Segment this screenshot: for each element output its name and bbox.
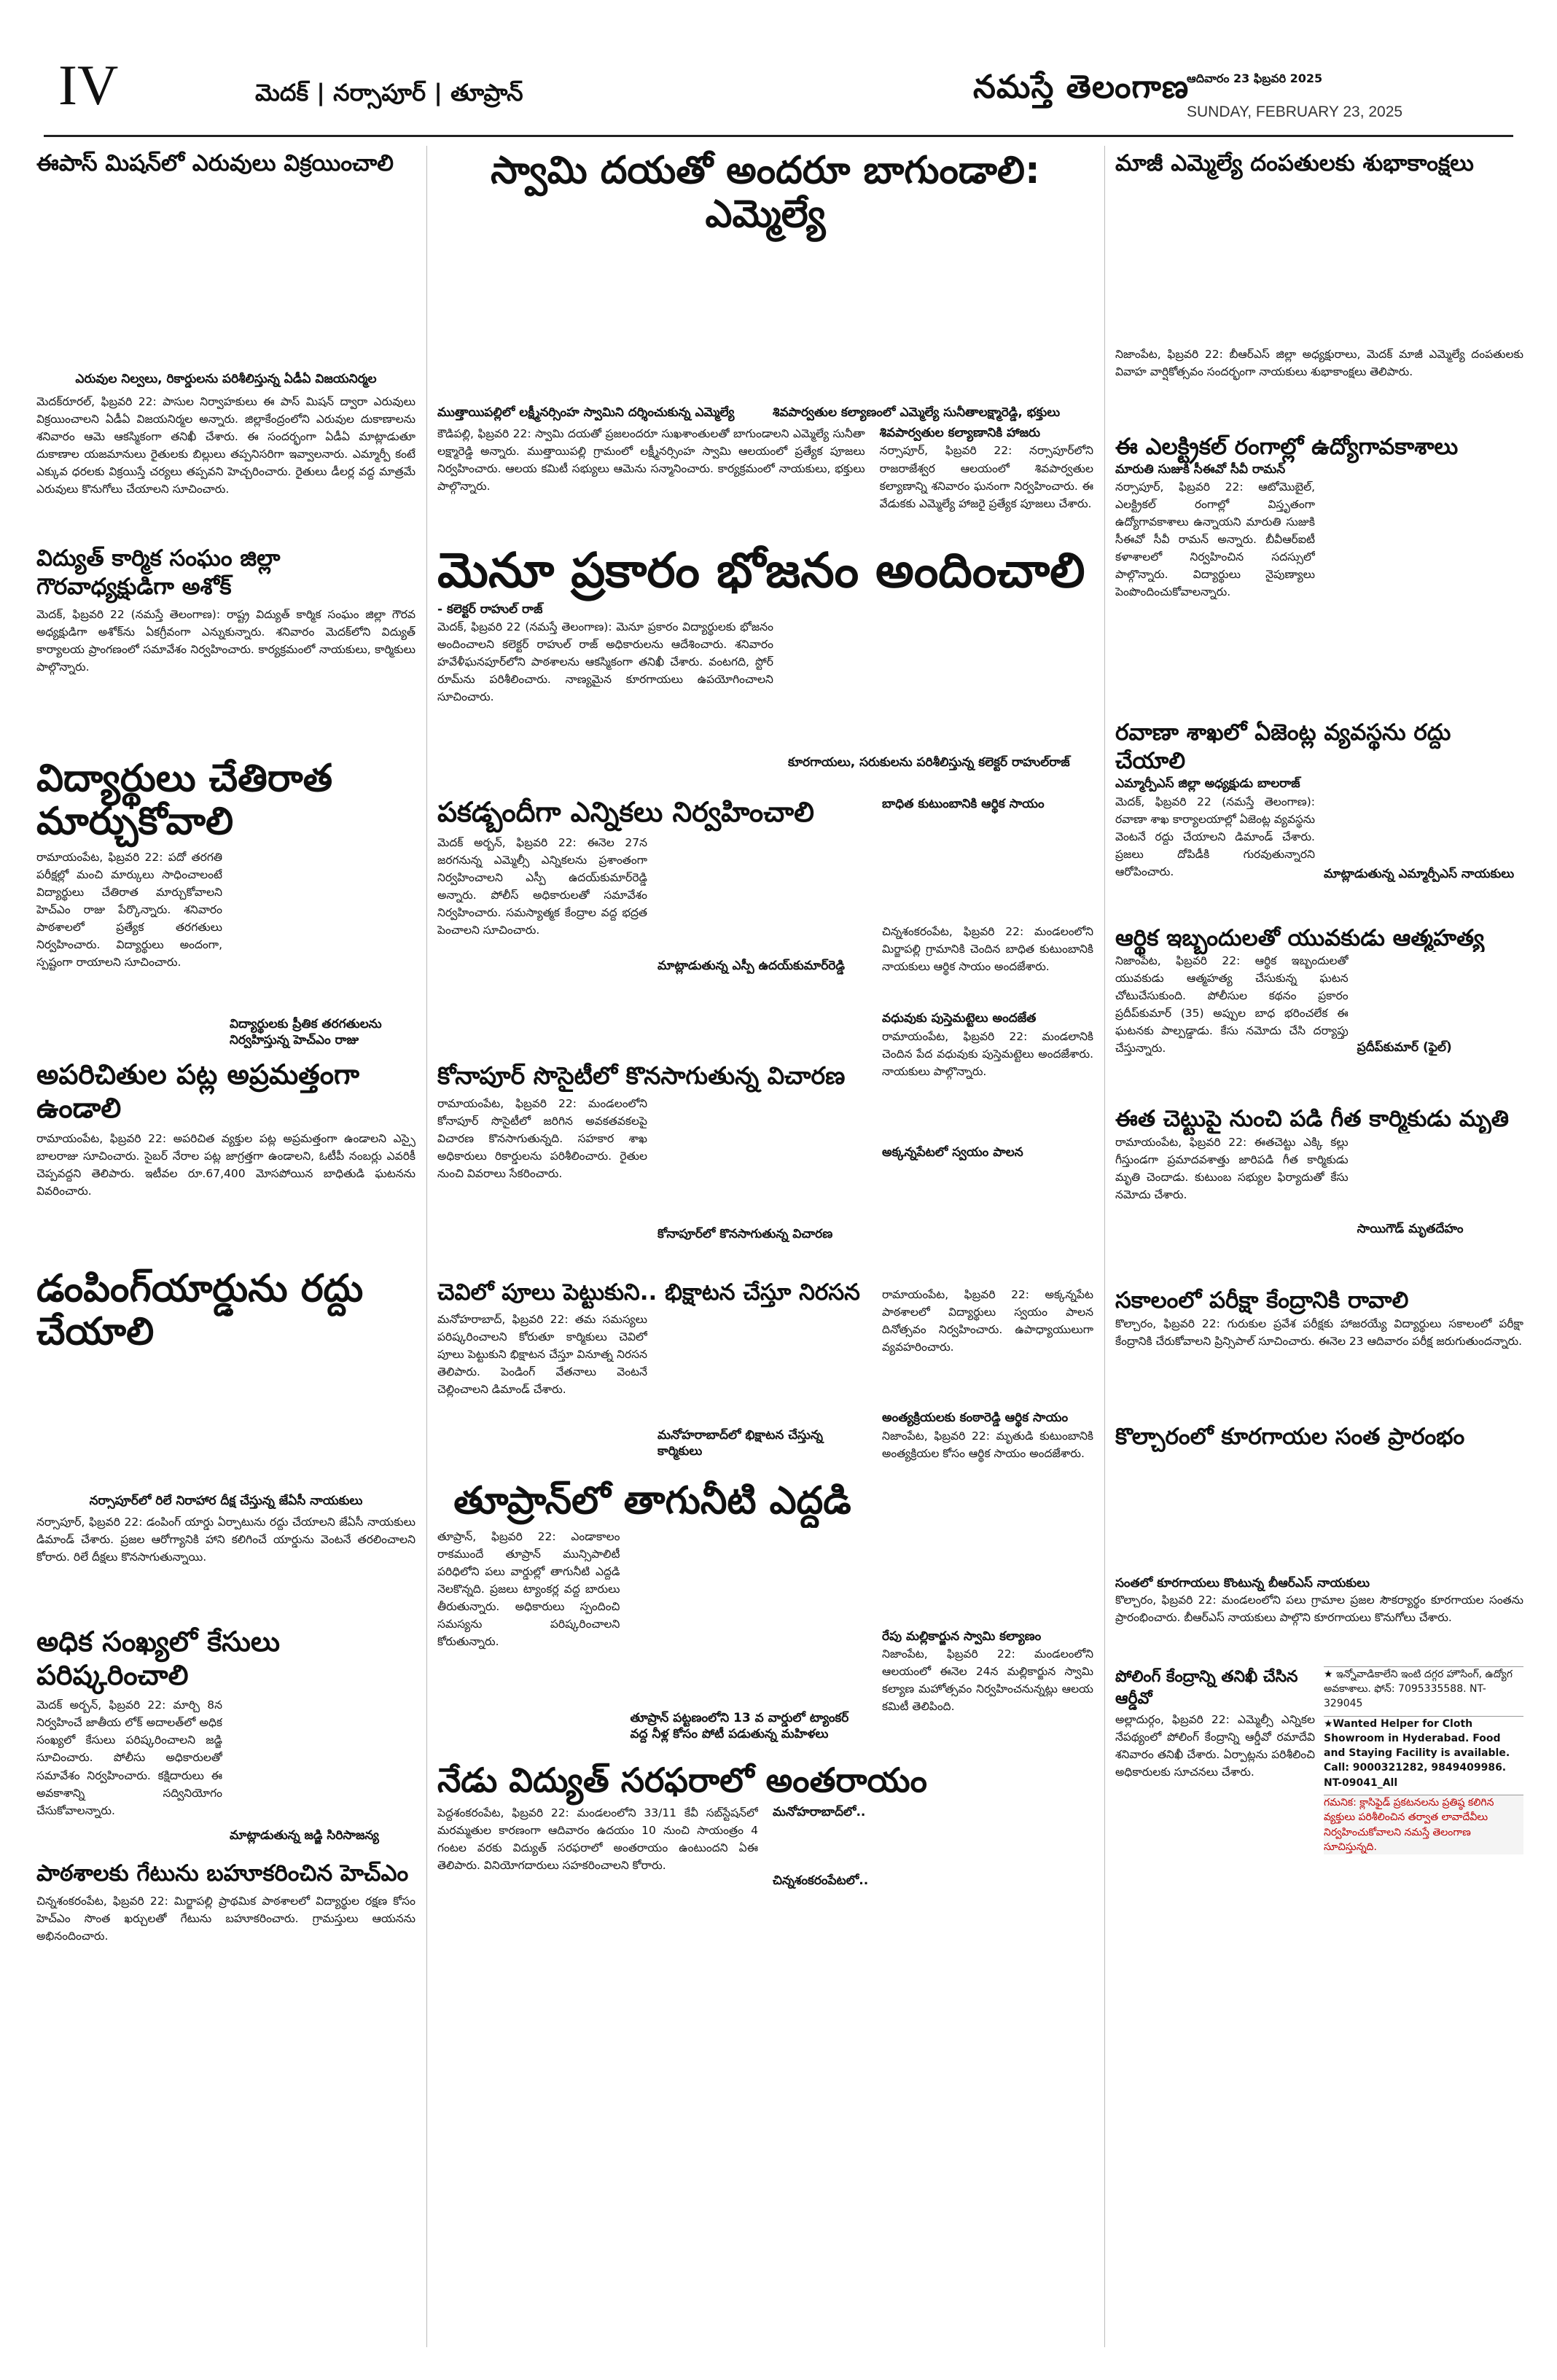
headline: పాఠశాలకు గేటును బహూకరించిన హెచ్‌ఎం <box>36 1860 409 1887</box>
headline: అపరిచితుల పట్ల అప్రమత్తంగా ఉండాలి <box>36 1058 359 1124</box>
subheading: చిన్నశంకరంపేటలో.. <box>773 1873 869 1888</box>
article-body: రామాయంపేట, ఫిబ్రవరి 22: అక్కన్నపేట పాఠశాలలో విద్యార్థులు స్వయం పాలన దినోత్సవం నిర్వహించారు. ఉపాధ్యాయులుగా వ్యవహరించారు. <box>882 1287 1093 1354</box>
photo-caption: మాట్లాడుతున్న ఎమ్మార్పీఎస్ నాయకులు <box>1324 866 1515 881</box>
headline: ఈత చెట్టుపై నుంచి పడి గీత కార్మికుడు మృతి <box>1115 1106 1510 1133</box>
subheading: బాధిత కుటుంబానికి ఆర్థిక సాయం <box>882 797 1045 812</box>
column-divider <box>426 146 427 2347</box>
article-body: నర్సాపూర్, ఫిబ్రవరి 22: డంపింగ్ యార్డు ఏర్పాటును రద్దు చేయాలని జేఏసీ నాయకులు డిమాండ్ చేశారు. ప్రజల ఆరోగ్యానికి హాని కలిగించే యార్డును వెంటనే తరలించాలని కోరారు. రిలే దీక్షలు కొనసాగుతున్నాయి. <box>36 1515 415 1564</box>
article-body: నిజాంపేట, ఫిబ్రవరి 22: ఆర్థిక ఇబ్బందులతో యువకుడు ఆత్మహత్య చేసుకున్న ఘటన చోటుచేసుకుంది. పోలీసుల కథనం ప్రకారం ప్రదీప్‌కుమార్ (35) అప్పుల బాధ భరించలేక ఈ ఘటనకు పాల్పడ్డాడు. కేసు నమోదు చేసి దర్యాప్తు చేస్తున్నారు. <box>1115 954 1349 1056</box>
photo-caption: శివపార్వతుల కల్యాణంలో ఎమ్మెల్యే సునీతాలక్ష్మారెడ్డి, భక్తులు <box>773 405 1061 420</box>
byline: మారుతి సుజుకి సీఈవో సీవీ రామన్ <box>1115 461 1286 477</box>
headline: మెనూ ప్రకారం భోజనం అందించాలి <box>437 542 1085 598</box>
headline: రవాణా శాఖలో ఏజెంట్ల వ్యవస్థను రద్దు చేయాలి <box>1115 719 1451 775</box>
news-photo <box>1115 178 1523 346</box>
news-photo <box>1324 478 1523 609</box>
photo-caption: నర్సాపూర్‌లో రిలే నిరాహార దీక్ష చేస్తున్న జేఏసీ నాయకులు <box>89 1494 363 1509</box>
headline: విద్యుత్ కార్మిక సంఘం జిల్లా గౌరవాధ్యక్షుడిగా అశోక్ <box>36 545 281 600</box>
article-body: మెదక్, ఫిబ్రవరి 22 (నమస్తే తెలంగాణ): రవాణా శాఖ కార్యాలయాల్లో ఏజెంట్ల వ్యవస్థను వెంటనే రద్దు చేయాలని డిమాండ్ చేశారు. ప్రజలు దోపిడీకి గురవుతున్నారని ఆరోపించారు. <box>1115 795 1315 878</box>
headline: చెవిలో పూలు పెట్టుకుని.. భిక్షాటన చేస్తూ నిరసన <box>437 1279 860 1306</box>
news-photo <box>230 848 415 1016</box>
headline: నేడు విద్యుత్ సరఫరాలో అంతరాయం <box>437 1760 927 1800</box>
article-body: పెద్దశంకరంపేట, ఫిబ్రవరి 22: మండలంలోని 33/11 కేవీ సబ్‌స్టేషన్‌లో మరమ్మతుల కారణంగా ఆదివారం ఉదయం 10 నుంచి సాయంత్రం 4 గంటల వరకు విద్యుత్ సరఫరాలో అంతరాయం ఉంటుందని ఏఈ తెలిపారు. వినియోగదారులు సహకరించాలని కోరారు. <box>437 1806 758 1873</box>
article-body: రామాయంపేట, ఫిబ్రవరి 22: పదో తరగతి పరీక్షల్లో మంచి మార్కులు సాధించాలంటే విద్యార్థులు చేతిరాత మార్చుకోవాలని హెచ్‌ఎం రాజు పేర్కొన్నారు. శనివారం పాఠశాలలో ప్రత్యేక తరగతులు నిర్వహించారు. విద్యార్థులు అందంగా, స్పష్టంగా రాయాలని సూచించారు. <box>36 851 222 969</box>
headline: ఈ ఎలక్ట్రికల్ రంగాల్లో ఉద్యోగావకాశాలు <box>1115 433 1459 460</box>
article-body: రామాయంపేట, ఫిబ్రవరి 22: ఈతచెట్టు ఎక్కి కల్లు గీస్తుండగా ప్రమాదవశాత్తు జారిపడి గీత కార్మికుడు మృతి చెందాడు. కుటుంబ సభ్యుల ఫిర్యాదుతో కేసు నమోదు చేశారు. <box>1115 1136 1349 1202</box>
masthead-rule <box>44 135 1513 137</box>
classified-ad: ★ ఇన్నోవాడికాలేని ఇంటి దగ్గర హౌసింగ్, ఉద్యోగ అవకాశాలు. ఫోన్: 7095335588. NT-329045 <box>1324 1666 1523 1712</box>
photo-caption: మనోహరాబాద్‌లో భిక్షాటన చేస్తున్న కార్మికులు <box>657 1428 823 1459</box>
article-body: నిజాంపేట, ఫిబ్రవరి 22: బీఆర్‌ఎస్ జిల్లా అధ్యక్షురాలు, మెదక్ మాజీ ఎమ్మెల్యే దంపతులకు వివాహ వార్షికోత్సవం సందర్భంగా నాయకులు శుభాకాంక్షలు తెలిపారు. <box>1115 347 1523 378</box>
page-number: IV <box>58 53 119 117</box>
article-body: కొల్చారం, ఫిబ్రవరి 22: గురుకుల ప్రవేశ పరీక్షకు హాజరయ్యే విద్యార్థులు సకాలంలో పరీక్షా కేంద్రానికి చేరుకోవాలని ప్రిన్సిపాల్ సూచించారు. ఈనెల 23 ఆదివారం పరీక్ష జరుగుతుందన్నారు. <box>1115 1316 1523 1348</box>
article-body: నర్సాపూర్, ఫిబ్రవరి 22: ఆటోమొబైల్, ఎలక్ట్రికల్ రంగాల్లో విస్తృతంగా ఉద్యోగావకాశాలు ఉన్నాయని మారుతి సుజుకి సీఈవో సీవీ రామన్ అన్నారు. బీవీఆర్ఐటీ కళాశాలలో నిర్వహించిన సదస్సులో పాల్గొన్నారు. విద్యార్థులు నైపుణ్యాలు పెంపొందించుకోవాలన్నారు. <box>1115 480 1315 599</box>
article-body: రామాయంపేట, ఫిబ్రవరి 22: అపరిచిత వ్యక్తుల పట్ల అప్రమత్తంగా ఉండాలని ఎస్సై బాలరాజు సూచించారు. సైబర్ నేరాల పట్ల జాగ్రత్తగా ఉండాలని, ఓటీపీ నంబర్లు ఎవరికీ చెప్పవద్దని తెలిపారు. ఇటీవల రూ.67,400 మోసపోయిన బాధితుడి ఘటనను వివరించారు. <box>36 1131 415 1198</box>
headline: సకాలంలో పరీక్షా కేంద్రానికి రావాలి <box>1115 1287 1409 1314</box>
news-photo <box>882 1513 1093 1623</box>
edition-label: మెదక్ | నర్సాపూర్ | తూప్రాన్ <box>255 79 523 106</box>
photo-caption: కూరగాయలు, సరుకులను పరిశీలిస్తున్న కలెక్టర్ రాహుల్‌రాజ్ <box>787 754 1070 770</box>
subheading: శివపార్వతుల కల్యాణానికి హాజరు <box>879 425 1040 440</box>
lead-headline: స్వామి దయతో అందరూ బాగుండాలి: ఎమ్మెల్యే <box>491 149 1040 236</box>
column-divider <box>1104 146 1105 2347</box>
news-photo <box>437 244 758 405</box>
news-photo <box>1357 1134 1523 1221</box>
headline: ఆర్థిక ఇబ్బందులతో యువకుడు ఆత్మహత్య <box>1115 924 1485 951</box>
photo-caption: ఎరువుల నిల్వలు, రికార్డులను పరిశీలిస్తున్న ఏడీఏ విజయనిర్మల <box>75 372 377 386</box>
subheading: వధువుకు పుస్తెమట్టెలు అందజేత <box>882 1011 1037 1026</box>
subheading: అక్కన్నపేటలో స్వయం పాలన <box>882 1144 1023 1160</box>
subheading: రేపు మల్లికార్జున స్వామి కల్యాణం <box>882 1628 1042 1644</box>
article-body: రామాయంపేట, ఫిబ్రవరి 22: మండలానికి చెందిన పేద వధువుకు పుస్తెమట్టెలు అందజేశారు. నాయకులు పాల్గొన్నారు. <box>882 1029 1093 1078</box>
article-body: మెదక్ అర్బన్, ఫిబ్రవరి 22: మార్చి 8న నిర్వహించే జాతీయ లోక్ అదాలత్‌లో అధిక సంఖ్యలో కేసులు పరిష్కరించాలని జడ్జి సూచించారు. పోలీసు అధికారులతో సమావేశం నిర్వహించారు. కక్షిదారులు ఈ అవకాశాన్ని సద్వినియోగం చేసుకోవాలన్నారు. <box>36 1698 222 1817</box>
news-photo <box>1115 1451 1523 1575</box>
news-photo <box>882 814 1093 923</box>
article-body: నిజాంపేట, ఫిబ్రవరి 22: మృతుడి కుటుంబానికి అంత్యక్రియల కోసం ఆర్థిక సాయం అందజేశారు. <box>882 1429 1093 1460</box>
news-photo <box>882 1162 1093 1286</box>
byline: ఎమ్మార్పీఎస్ జిల్లా అధ్యక్షుడు బాలరాజ్ <box>1115 776 1300 791</box>
news-photo <box>1324 793 1523 866</box>
byline: - కలెక్టర్ రాహుల్ రాజ్ <box>437 601 543 617</box>
article-body: మెదక్‌రూరల్, ఫిబ్రవరి 22: పాసుల నిర్వాహకులు ఈ పాస్ మిషన్ ద్వారా ఎరువులు విక్రయించాలని ఏడీఏ విజయనిర్మల అన్నారు. జిల్లాకేంద్రంలోని ఎరువుల దుకాణాలను శనివారం ఆమె ఆకస్మికంగా తనిఖీ చేశారు. ఈ సందర్భంగా ఏడీఏ మాట్లాడుతూ దుకాణాల యజమానులు రైతులకు బిల్లులు తప్పనిసరిగా ఇవ్వాలనారు. ఎమ్మార్పీ కంటే ఎక్కువ ధరలకు విక్రయిస్తే చర్యలు తప్పవని హెచ్చరించారు. రైతులు డీలర్ల వద్ద మాత్రమే ఎరువులు కొనుగోలు చేయాలని సూచించారు. <box>36 395 415 496</box>
article-body: నిజాంపేట, ఫిబ్రవరి 22: మండలంలోని ఆలయంలో ఈనెల 24న మల్లికార్జున స్వామి కల్యాణ మహోత్సవం నిర్వహించనున్నట్లు ఆలయ కమిటీ తెలిపింది. <box>882 1647 1093 1714</box>
news-photo <box>657 1311 867 1427</box>
headline: పకడ్బందీగా ఎన్నికలు నిర్వహించాలి <box>437 796 814 829</box>
headline: డంపింగ్‌యార్డును రద్దు చేయాలి <box>36 1266 364 1354</box>
headline: కోనాపూర్ సొసైటీలో కొనసాగుతున్న విచారణ <box>437 1061 846 1090</box>
article-body: మనోహరాబాద్, ఫిబ్రవరి 22: తమ సమస్యలు పరిష్కరించాలని కోరుతూ కార్మికులు చెవిలో పూలు పెట్టుకుని భిక్షాటన చేస్తూ వినూత్న నిరసన తెలిపారు. పెండింగ్ వేతనాలు వెంటనే చెల్లించాలని డిమాండ్ చేశారు. <box>437 1313 647 1397</box>
subheading: అంత్యక్రియలకు కంఠారెడ్డి ఆర్థిక సాయం <box>882 1410 1069 1425</box>
news-photo <box>1357 952 1523 1039</box>
article-body: కౌడిపల్లి, ఫిబ్రవరి 22: స్వామి దయతో ప్రజలందరూ సుఖశాంతులతో బాగుండాలని ఎమ్మెల్యే సునీతా లక్ష్మారెడ్డి అన్నారు. ముత్తాయిపల్లి గ్రామంలో లక్ష్మీనర్సింహ స్వామి ఆలయంలో ప్రత్యేక పూజలు నిర్వహించారు. ఆలయ కమిటీ సభ్యులు ఆమెను సన్మానించారు. కార్యక్రమంలో నాయకులు, భక్తులు పాల్గొన్నారు. <box>437 426 865 493</box>
news-photo <box>36 193 415 368</box>
photo-caption: కోనాపూర్‌లో కొనసాగుతున్న విచారణ <box>657 1226 833 1241</box>
article-body: మెదక్, ఫిబ్రవరి 22 (నమస్తే తెలంగాణ): రాష్ట్ర విద్యుత్ కార్మిక సంఘం జిల్లా గౌరవ అధ్యక్షుడిగా అశోక్‌ను ఏకగ్రీవంగా ఎన్నుకున్నారు. శనివారం మెదక్‌లోని విద్యుత్ కార్యాలయ ప్రాంగణంలో సమావేశం నిర్వహించారు. కార్యక్రమంలో నాయకులు, కార్మికులు పాల్గొన్నారు. <box>36 607 415 674</box>
news-photo <box>630 1528 867 1710</box>
photo-caption: తూప్రాన్ పట్టణంలోని 13 వ వార్డులో ట్యాంకర్ వద్ద నీళ్ల కోసం పోటీ పడుతున్న మహిళలు <box>630 1711 849 1742</box>
photo-caption: ప్రదీప్‌కుమార్ (ఫైల్) <box>1357 1040 1452 1056</box>
classified-ad: ★Wanted Helper for Cloth Showroom in Hyderabad. Food and Staying Facility is available. Call: 9000321282, 9849409986. NT-09041_All <box>1324 1716 1523 1790</box>
column-left <box>36 149 415 2351</box>
date-english: SUNDAY, FEBRUARY 23, 2025 <box>1187 104 1403 120</box>
news-photo <box>788 601 1093 754</box>
photo-caption: సంతలో కూరగాయలు కొంటున్న బీఆర్ఎస్ నాయకులు <box>1115 1575 1370 1591</box>
article-body: రామాయంపేట, ఫిబ్రవరి 22: మండలంలోని కోనాపూర్ సొసైటీలో జరిగిన అవకతవకలపై విచారణ కొనసాగుతున్నది. సహకార శాఖ అధికారులు రికార్డులను పరిశీలించారు. రైతుల నుంచి వివరాలు సేకరించారు. <box>437 1096 647 1180</box>
photo-caption: విద్యార్థులకు ప్రీతిక తరగతులను నిర్వహిస్తున్న హెచ్‌ఎం రాజు <box>230 1017 382 1048</box>
headline: కొల్చారంలో కూరగాయల సంత ప్రారంభం <box>1115 1423 1465 1450</box>
photo-caption: మాట్లాడుతున్న ఎస్పీ ఉదయ్‌కుమార్‌రెడ్డి <box>657 958 845 973</box>
headline: పోలింగ్ కేంద్రాన్ని తనిఖీ చేసిన ఆర్డీవో <box>1115 1667 1298 1709</box>
article-body: అల్లాదుర్గం, ఫిబ్రవరి 22: ఎమ్మెల్సీ ఎన్నికల నేపథ్యంలో పోలింగ్ కేంద్రాన్ని ఆర్డీవో రమాదేవి శనివారం తనిఖీ చేశారు. ఏర్పాట్లను పరిశీలించి అధికారులకు సూచనలు చేశారు. <box>1115 1713 1315 1779</box>
photo-caption: ముత్తాయిపల్లిలో లక్ష్మీనర్సింహ స్వామిని దర్శించుకున్న ఎమ్మెల్యే <box>437 405 735 420</box>
column-middle <box>437 149 1093 2351</box>
paper-name: నమస్తే తెలంగాణ <box>973 69 1190 106</box>
news-photo <box>230 1696 415 1827</box>
photo-caption: సాయిగౌడ్ మృతదేహం <box>1357 1222 1464 1237</box>
article-body: చిన్నశంకరంపేట, ఫిబ్రవరి 22: మిర్జాపల్లి ప్రాథమిక పాఠశాలలో విద్యార్థుల రక్షణ కోసం హెచ్‌ఎం సొంత ఖర్చులతో గేటును బహూకరించారు. గ్రామస్తులు ఆయనను అభినందించారు. <box>36 1895 415 1943</box>
article-body: చిన్నశంకరంపేట, ఫిబ్రవరి 22: మండలంలోని మిర్జాపల్లి గ్రామానికి చెందిన బాధిత కుటుంబానికి నాయకులు ఆర్థిక సాయం అందజేశారు. <box>882 925 1093 974</box>
news-photo <box>36 1354 415 1493</box>
classified-notice: గమనిక: క్లాసిఫైడ్ ప్రకటనలను ప్రతిష్ఠ కలిగిన వ్యక్తులు పరిశీలించిన తర్వాత లావాదేవీలు నిర్వహించుకోవాలని నమస్తే తెలంగాణ సూచిస్తున్నది. <box>1324 1795 1523 1854</box>
headline: విద్యార్థులు చేతిరాత మార్చుకోవాలి <box>36 756 333 844</box>
news-photo <box>657 1095 867 1226</box>
date-telugu: ఆదివారం 23 ఫిబ్రవరి 2025 <box>1187 71 1323 85</box>
news-photo <box>773 244 1093 405</box>
headline: తూప్రాన్‌లో తాగునీటి ఎద్దడి <box>453 1479 851 1523</box>
article-body: నర్సాపూర్, ఫిబ్రవరి 22: నర్సాపూర్‌లోని రాజరాజేశ్వర ఆలయంలో శివపార్వతుల కల్యాణాన్ని శనివారం ఘనంగా నిర్వహించారు. ఈ వేడుకకు ఎమ్మెల్యే హాజరై ప్రత్యేక పూజలు చేశారు. <box>879 444 1093 510</box>
headline: ఈపాస్ మిషన్‌లో ఎరువులు విక్రయించాలి <box>36 150 394 176</box>
headline: అధిక సంఖ్యలో కేసులు పరిష్కరించాలి <box>36 1626 280 1691</box>
article-body: కొల్చారం, ఫిబ్రవరి 22: మండలంలోని పలు గ్రామాల ప్రజల సౌకర్యార్థం కూరగాయల సంతను ప్రారంభించారు. బీఆర్ఎస్ నాయకులు పాల్గొని కూరగాయలు కొనుగోలు చేశారు. <box>1115 1593 1523 1624</box>
article-body: మెదక్ అర్బన్, ఫిబ్రవరి 22: ఈనెల 27న జరగనున్న ఎమ్మెల్సీ ఎన్నికలను ప్రశాంతంగా నిర్వహించాలని ఎస్పీ ఉదయ్‌కుమార్‌రెడ్డి అన్నారు. పోలీస్ అధికారులతో సమావేశం నిర్వహించారు. సమస్యాత్మక కేంద్రాల వద్ద భద్రత పెంచాలని సూచించారు. <box>437 835 647 937</box>
news-photo <box>657 834 867 958</box>
article-body: తూప్రాన్, ఫిబ్రవరి 22: ఎండాకాలం రాకముందే తూప్రాన్ మున్సిపాలిటీ పరిధిలోని పలు వార్డుల్లో తాగునీటి ఎద్దడి నెలకొన్నది. ప్రజలు ట్యాంకర్ల వద్ద బారులు తీరుతున్నారు. అధికారులు స్పందించి సమస్యను పరిష్కరించాలని కోరుతున్నారు. <box>437 1530 620 1649</box>
photo-caption: మాట్లాడుతున్న జడ్జి సిరిసాజన్య <box>230 1828 379 1843</box>
subheading: మనోహరాబాద్‌లో.. <box>773 1805 866 1819</box>
article-body: మెదక్, ఫిబ్రవరి 22 (నమస్తే తెలంగాణ): మెనూ ప్రకారం విద్యార్థులకు భోజనం అందించాలని కలెక్టర్ రాహుల్ రాజ్ అధికారులను ఆదేశించారు. శనివారం హవేళీఘనపూర్‌లోని పాఠశాలను ఆకస్మికంగా తనిఖీ చేశారు. వంటగది, స్టోర్ రూమ్‌ను పరిశీలించారు. నాణ్యమైన కూరగాయలు ఉపయోగించాలని సూచించారు. <box>437 620 773 704</box>
headline: మాజీ ఎమ్మెల్యే దంపతులకు శుభాకాంక్షలు <box>1115 150 1474 176</box>
column-right <box>1115 149 1523 2351</box>
